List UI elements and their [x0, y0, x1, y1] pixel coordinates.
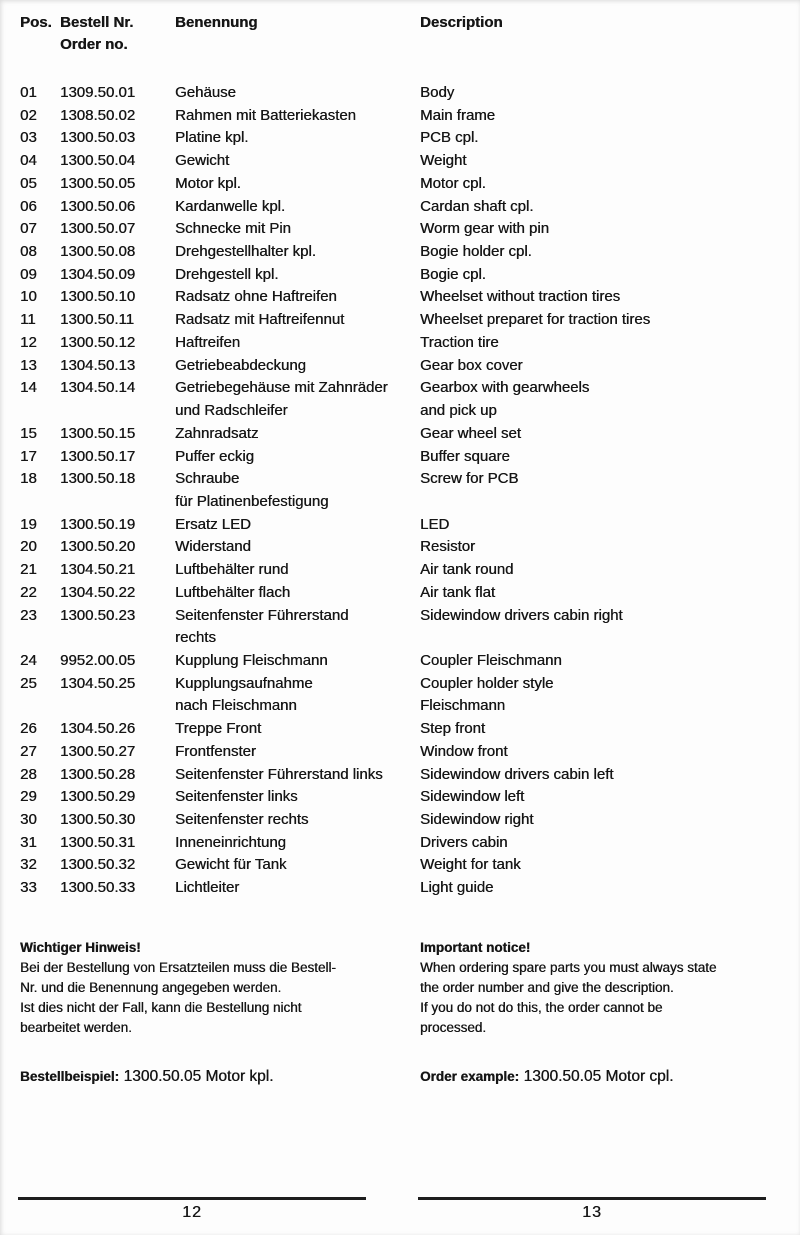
cell-pos: 23: [20, 606, 37, 624]
column-header-benennung: Benennung: [175, 14, 258, 31]
cell-pos: 01: [20, 84, 37, 101]
table-row: [0, 377, 800, 400]
cell-order-no: 1300.50.15: [60, 424, 136, 442]
cell-description: Coupler Fleischmann: [420, 651, 562, 669]
note-line: Bei der Bestellung von Ersatzteilen muss die Bestell-: [20, 960, 336, 975]
cell-order-no: 1300.50.12: [60, 333, 136, 351]
cell-pos: [20, 400, 60, 423]
cell-benennung: Widerstand: [175, 538, 251, 556]
cell-benennung: Lichtleiter: [175, 879, 240, 897]
cell-order-no: 1300.50.03: [60, 129, 136, 147]
cell-description: Worm gear with pin: [420, 220, 549, 238]
order-example-english: [420, 1068, 673, 1086]
cell-description: [420, 491, 800, 514]
cell-order-no: [60, 627, 175, 650]
table-row-continuation: [0, 491, 800, 514]
cell-order-no: [60, 400, 175, 423]
cell-order-no: 1300.50.10: [60, 288, 136, 306]
note-german-body: [20, 958, 416, 1038]
cell-description: Sidewindow drivers cabin left: [420, 765, 614, 783]
cell-description: Gearbox with gearwheels: [420, 379, 590, 397]
cell-benennung: Kardanwelle kpl.: [175, 197, 286, 215]
cell-pos: 05: [20, 174, 37, 192]
table-row: [0, 241, 800, 264]
table-row: [0, 764, 800, 787]
cell-pos: 18: [20, 470, 37, 488]
cell-description: Fleischmann: [420, 697, 506, 715]
cell-pos: [20, 491, 60, 514]
table-row: [0, 514, 800, 537]
cell-benennung: Seitenfenster links: [175, 788, 298, 806]
cell-description: Air tank round: [420, 561, 514, 579]
cell-benennung: Haftreifen: [175, 333, 241, 351]
cell-description: LED: [420, 515, 450, 533]
cell-order-no: 1308.50.02: [60, 106, 136, 124]
cell-benennung: Rahmen mit Batteriekasten: [175, 106, 356, 124]
cell-order-no: 1304.50.13: [60, 356, 136, 374]
cell-description: Sidewindow left: [420, 788, 525, 806]
cell-description: [420, 627, 800, 650]
table-row: [0, 105, 800, 128]
cell-order-no: 1300.50.23: [60, 606, 136, 624]
cell-benennung: Getriebeabdeckung: [175, 356, 306, 374]
cell-pos: 21: [20, 561, 37, 579]
parts-table: [0, 82, 800, 900]
cell-benennung: Frontfenster: [175, 742, 256, 760]
cell-description: Sidewindow drivers cabin right: [420, 606, 623, 624]
cell-benennung: Gehäuse: [175, 84, 236, 101]
table-row: [0, 582, 800, 605]
cell-order-no: 1300.50.33: [60, 879, 136, 897]
cell-benennung: Schnecke mit Pin: [175, 220, 291, 238]
table-row: [0, 355, 800, 378]
table-row: [0, 150, 800, 173]
cell-benennung: Gewicht für Tank: [175, 856, 287, 874]
cell-description: Cardan shaft cpl.: [420, 197, 534, 215]
column-header-order-no-de: Bestell Nr.: [60, 14, 134, 31]
order-example-english-label: Order example:: [420, 1069, 520, 1084]
cell-benennung: Motor kpl.: [175, 174, 241, 192]
cell-pos: 15: [20, 424, 37, 442]
cell-pos: 09: [20, 265, 37, 283]
page-number-right: 13: [582, 1204, 602, 1221]
cell-benennung: Luftbehälter rund: [175, 561, 289, 579]
cell-order-no: 1300.50.08: [60, 243, 136, 261]
cell-benennung: Kupplung Fleischmann: [175, 651, 328, 669]
cell-pos: 17: [20, 447, 37, 465]
cell-pos: 31: [20, 833, 37, 851]
note-line: Ist dies nicht der Fall, kann die Bestellung nicht: [20, 1000, 302, 1015]
note-line: When ordering spare parts you must always state: [420, 960, 717, 975]
table-row: [0, 173, 800, 196]
cell-order-no: 1300.50.07: [60, 220, 136, 238]
column-header-order-no: [60, 12, 175, 56]
cell-description: Window front: [420, 742, 508, 760]
cell-pos: 10: [20, 288, 37, 306]
table-row: [0, 605, 800, 628]
cell-order-no: 1300.50.20: [60, 538, 136, 556]
cell-order-no: 1300.50.11: [60, 311, 134, 329]
cell-order-no: 1300.50.29: [60, 788, 136, 806]
table-row: [0, 650, 800, 673]
cell-description: Bogie cpl.: [420, 265, 486, 283]
order-example-german-label: Bestellbeispiel:: [20, 1069, 120, 1084]
cell-pos: 30: [20, 811, 37, 828]
cell-description: Traction tire: [420, 333, 499, 351]
cell-pos: 02: [20, 106, 37, 124]
note-line: Nr. und die Benennung angegeben werden.: [20, 980, 282, 995]
cell-pos: 03: [20, 129, 37, 147]
cell-benennung: Getriebegehäuse mit Zahnräder: [175, 379, 388, 397]
table-row: [0, 854, 800, 877]
order-example-german: [20, 1068, 273, 1086]
cell-description: Buffer square: [420, 447, 510, 465]
table-row: [0, 741, 800, 764]
cell-description: Weight: [420, 152, 467, 170]
cell-order-no: 1304.50.09: [60, 265, 136, 283]
cell-order-no: 1300.50.27: [60, 742, 136, 760]
cell-pos: 24: [20, 651, 37, 669]
table-row: [0, 536, 800, 559]
note-english: [420, 938, 790, 1038]
table-row: [0, 286, 800, 309]
table-row: [0, 127, 800, 150]
cell-pos: 25: [20, 674, 37, 692]
cell-benennung: Seitenfenster rechts: [175, 811, 309, 828]
cell-benennung: Seitenfenster Führerstand: [175, 606, 349, 624]
cell-description: Gear box cover: [420, 356, 523, 374]
cell-pos: 19: [20, 515, 37, 533]
cell-pos: 13: [20, 356, 37, 374]
cell-description: Air tank flat: [420, 583, 496, 601]
table-row: [0, 309, 800, 332]
cell-pos: 11: [20, 311, 36, 329]
cell-benennung: Gewicht: [175, 152, 230, 170]
page-footer-right: [418, 1197, 766, 1222]
order-example-german-value: 1300.50.05 Motor kpl.: [123, 1068, 274, 1085]
table-row: [0, 559, 800, 582]
cell-description: Wheelset without traction tires: [420, 288, 621, 306]
cell-pos: 20: [20, 538, 37, 556]
cell-benennung: für Platinenbefestigung: [175, 492, 329, 510]
cell-order-no: 9952.00.05: [60, 651, 136, 669]
cell-pos: 26: [20, 720, 37, 738]
cell-description: Body: [420, 84, 455, 101]
cell-order-no: 1300.50.28: [60, 765, 136, 783]
cell-pos: 33: [20, 879, 37, 897]
cell-order-no: 1300.50.06: [60, 197, 136, 215]
cell-description: Motor cpl.: [420, 174, 486, 192]
cell-description: and pick up: [420, 402, 497, 420]
table-row: [0, 82, 800, 105]
cell-description: Gear wheel set: [420, 424, 521, 442]
cell-order-no: 1300.50.31: [60, 833, 136, 851]
cell-benennung: rechts: [175, 629, 216, 647]
cell-order-no: 1309.50.01: [60, 84, 136, 101]
cell-order-no: 1300.50.32: [60, 856, 136, 874]
table-row: [0, 809, 800, 832]
cell-pos: 14: [20, 379, 37, 397]
cell-order-no: 1300.50.30: [60, 811, 136, 828]
cell-benennung: und Radschleifer: [175, 402, 288, 420]
cell-benennung: Schraube: [175, 470, 240, 488]
cell-order-no: 1300.50.05: [60, 174, 136, 192]
note-line: processed.: [420, 1020, 487, 1035]
cell-benennung: Kupplungsaufnahme: [175, 674, 313, 692]
cell-description: Screw for PCB: [420, 470, 519, 488]
table-row: [0, 877, 800, 900]
cell-order-no: [60, 695, 175, 718]
cell-benennung: Radsatz mit Haftreifennut: [175, 311, 345, 329]
cell-pos: 29: [20, 788, 37, 806]
cell-order-no: 1304.50.14: [60, 379, 136, 397]
cell-pos: 28: [20, 765, 37, 783]
cell-description: Step front: [420, 720, 486, 738]
cell-description: Wheelset preparet for traction tires: [420, 311, 651, 329]
page-rule-left: [18, 1197, 366, 1200]
table-row: [0, 264, 800, 287]
cell-order-no: 1304.50.21: [60, 561, 136, 579]
cell-description: Light guide: [420, 879, 494, 897]
cell-pos: 22: [20, 583, 37, 601]
cell-order-no: 1304.50.26: [60, 720, 136, 738]
cell-pos: 06: [20, 197, 37, 215]
note-line: If you do not do this, the order cannot be: [420, 1000, 663, 1015]
cell-pos: 32: [20, 856, 37, 874]
page-rule-right: [418, 1197, 766, 1200]
cell-description: Bogie holder cpl.: [420, 243, 532, 261]
table-row: [0, 673, 800, 696]
cell-description: Resistor: [420, 538, 476, 556]
cell-description: Coupler holder style: [420, 674, 554, 692]
cell-benennung: Drehgestell kpl.: [175, 265, 279, 283]
cell-benennung: Zahnradsatz: [175, 424, 259, 442]
note-german: [20, 938, 416, 1038]
cell-description: Weight for tank: [420, 856, 521, 874]
cell-benennung: Drehgestellhalter kpl.: [175, 243, 316, 261]
order-example-english-value: 1300.50.05 Motor cpl.: [523, 1068, 674, 1085]
table-row: [0, 446, 800, 469]
note-line: the order number and give the description.: [420, 980, 674, 995]
page-number-left: 12: [182, 1204, 202, 1221]
cell-benennung: Puffer eckig: [175, 447, 254, 465]
cell-benennung: Treppe Front: [175, 720, 262, 738]
note-english-body: [420, 958, 790, 1038]
cell-benennung: Inneneinrichtung: [175, 833, 286, 851]
cell-description: Sidewindow right: [420, 811, 534, 828]
page-footer-left: [18, 1197, 366, 1222]
cell-order-no: 1304.50.25: [60, 674, 136, 692]
table-row: [0, 332, 800, 355]
cell-order-no: 1300.50.19: [60, 515, 136, 533]
cell-order-no: 1300.50.04: [60, 152, 136, 170]
column-header-description: Description: [420, 14, 503, 31]
cell-pos: 04: [20, 152, 37, 170]
cell-benennung: Seitenfenster Führerstand links: [175, 765, 383, 783]
table-header: [0, 12, 800, 56]
cell-pos: 27: [20, 742, 37, 760]
note-line: bearbeitet werden.: [20, 1020, 132, 1035]
table-row: [0, 196, 800, 219]
cell-pos: [20, 695, 60, 718]
cell-pos: 07: [20, 220, 37, 238]
column-header-pos: Pos.: [20, 14, 52, 31]
cell-benennung: nach Fleischmann: [175, 697, 297, 715]
cell-pos: 08: [20, 243, 37, 261]
table-row-continuation: [0, 400, 800, 423]
cell-description: PCB cpl.: [420, 129, 479, 147]
cell-pos: [20, 627, 60, 650]
table-row: [0, 786, 800, 809]
table-row: [0, 832, 800, 855]
cell-pos: 12: [20, 333, 37, 351]
cell-benennung: Luftbehälter flach: [175, 583, 291, 601]
cell-order-no: 1300.50.17: [60, 447, 136, 465]
table-row: [0, 218, 800, 241]
note-german-title: Wichtiger Hinweis!: [20, 940, 141, 955]
cell-order-no: 1304.50.22: [60, 583, 136, 601]
cell-description: Drivers cabin: [420, 833, 508, 851]
cell-benennung: Radsatz ohne Haftreifen: [175, 288, 337, 306]
table-row: [0, 468, 800, 491]
table-row: [0, 718, 800, 741]
table-row-continuation: [0, 695, 800, 718]
column-header-order-no-en: Order no.: [60, 36, 128, 53]
cell-benennung: Platine kpl.: [175, 129, 249, 147]
table-row-continuation: [0, 627, 800, 650]
cell-description: Main frame: [420, 106, 496, 124]
note-english-title: Important notice!: [420, 940, 531, 955]
cell-order-no: [60, 491, 175, 514]
cell-order-no: 1300.50.18: [60, 470, 136, 488]
cell-benennung: Ersatz LED: [175, 515, 251, 533]
table-row: [0, 423, 800, 446]
